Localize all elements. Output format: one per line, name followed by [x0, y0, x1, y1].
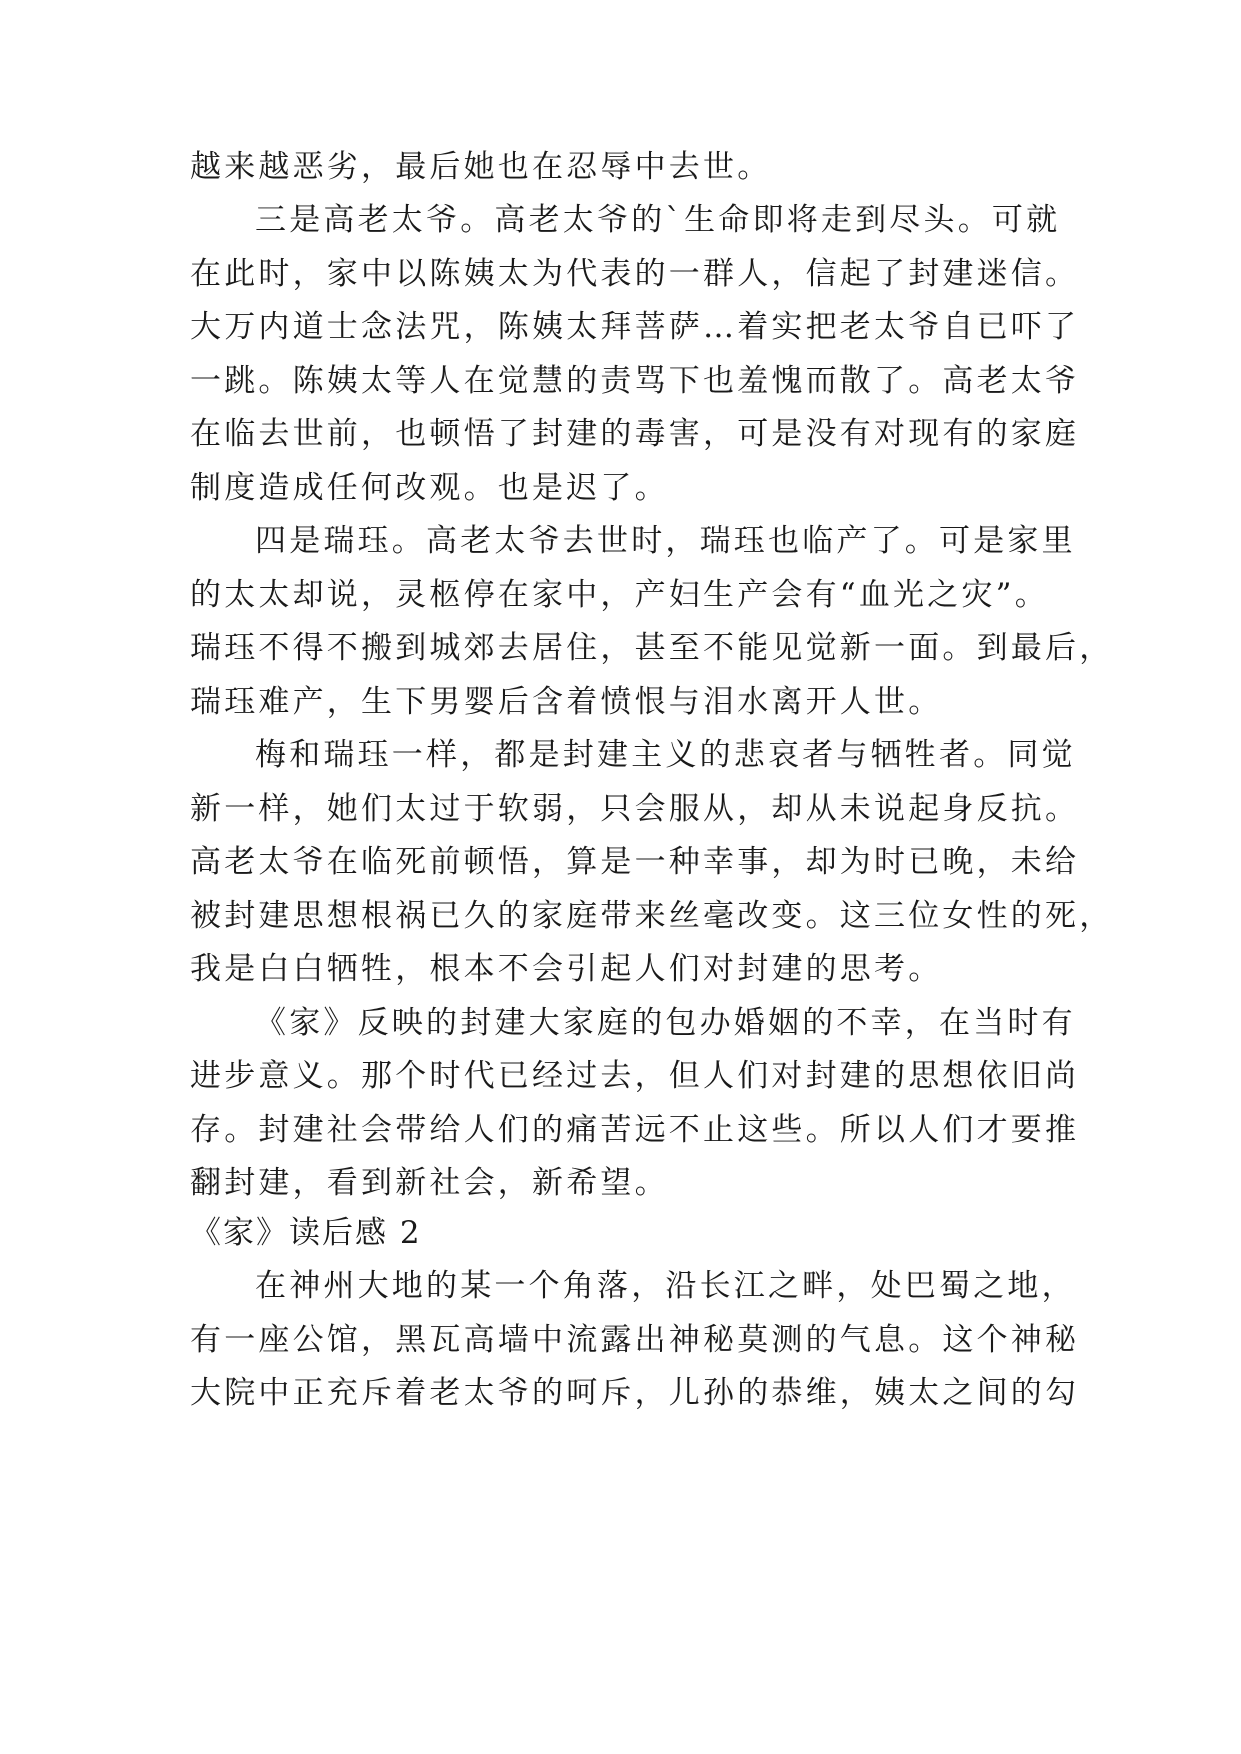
- text-line: 新一样，她们太过于软弱，只会服从，却从未说起身反抗。: [190, 791, 1080, 827]
- paragraph-start-line: 在神州大地的某一个角落，沿长江之畔，处巴蜀之地，: [255, 1268, 1076, 1304]
- text-line: 被封建思想根祸已久的家庭带来丝毫改变。这三位女性的死，: [190, 898, 1114, 934]
- text-line: 瑞珏不得不搬到城郊去居住，甚至不能见觉新一面。到最后，: [190, 630, 1114, 666]
- paragraph-start-line: 三是高老太爷。高老太爷的`生命即将走到尽头。可就: [255, 202, 1061, 238]
- text-line: 在临去世前，也顿悟了封建的毒害，可是没有对现有的家庭: [190, 416, 1080, 452]
- text-line: 一跳。陈姨太等人在觉慧的责骂下也羞愧而散了。高老太爷: [190, 363, 1080, 399]
- text-line: 大院中正充斥着老太爷的呵斥，儿孙的恭维，姨太之间的勾: [190, 1375, 1080, 1411]
- text-line: 存。封建社会带给人们的痛苦远不止这些。所以人们才要推: [190, 1112, 1080, 1148]
- paragraph-start-line: 梅和瑞珏一样，都是封建主义的悲哀者与牺牲者。同觉: [255, 737, 1076, 773]
- text-line: 高老太爷在临死前顿悟，算是一种幸事，却为时已晚，未给: [190, 844, 1080, 880]
- text-line: 翻封建，看到新社会，新希望。: [190, 1165, 669, 1201]
- text-line: 有一座公馆，黑瓦高墙中流露出神秘莫测的气息。这个神秘: [190, 1322, 1080, 1358]
- text-line: 的太太却说，灵柩停在家中，产妇生产会有“血光之灾”。: [190, 577, 1049, 613]
- text-line: 在此时，家中以陈姨太为代表的一群人，信起了封建迷信。: [190, 256, 1080, 292]
- text-line: 制度造成任何改观。也是迟了。: [190, 470, 669, 506]
- text-line: 我是白白牺牲，根本不会引起人们对封建的思考。: [190, 951, 943, 987]
- paragraph-start-line: 《家》反映的封建大家庭的包办婚姻的不幸，在当时有: [255, 1005, 1076, 1041]
- section-heading: 《家》读后感 2: [190, 1215, 422, 1251]
- paragraph-start-line: 四是瑞珏。高老太爷去世时，瑞珏也临产了。可是家里: [255, 523, 1076, 559]
- text-line: 瑞珏难产，生下男婴后含着愤恨与泪水离开人世。: [190, 684, 943, 720]
- text-line: 大万内道士念法咒，陈姨太拜菩萨…着实把老太爷自已吓了: [190, 309, 1080, 345]
- text-line: 进步意义。那个时代已经过去，但人们对封建的思想依旧尚: [190, 1058, 1080, 1094]
- text-line: 越来越恶劣，最后她也在忍辱中去世。: [190, 149, 772, 185]
